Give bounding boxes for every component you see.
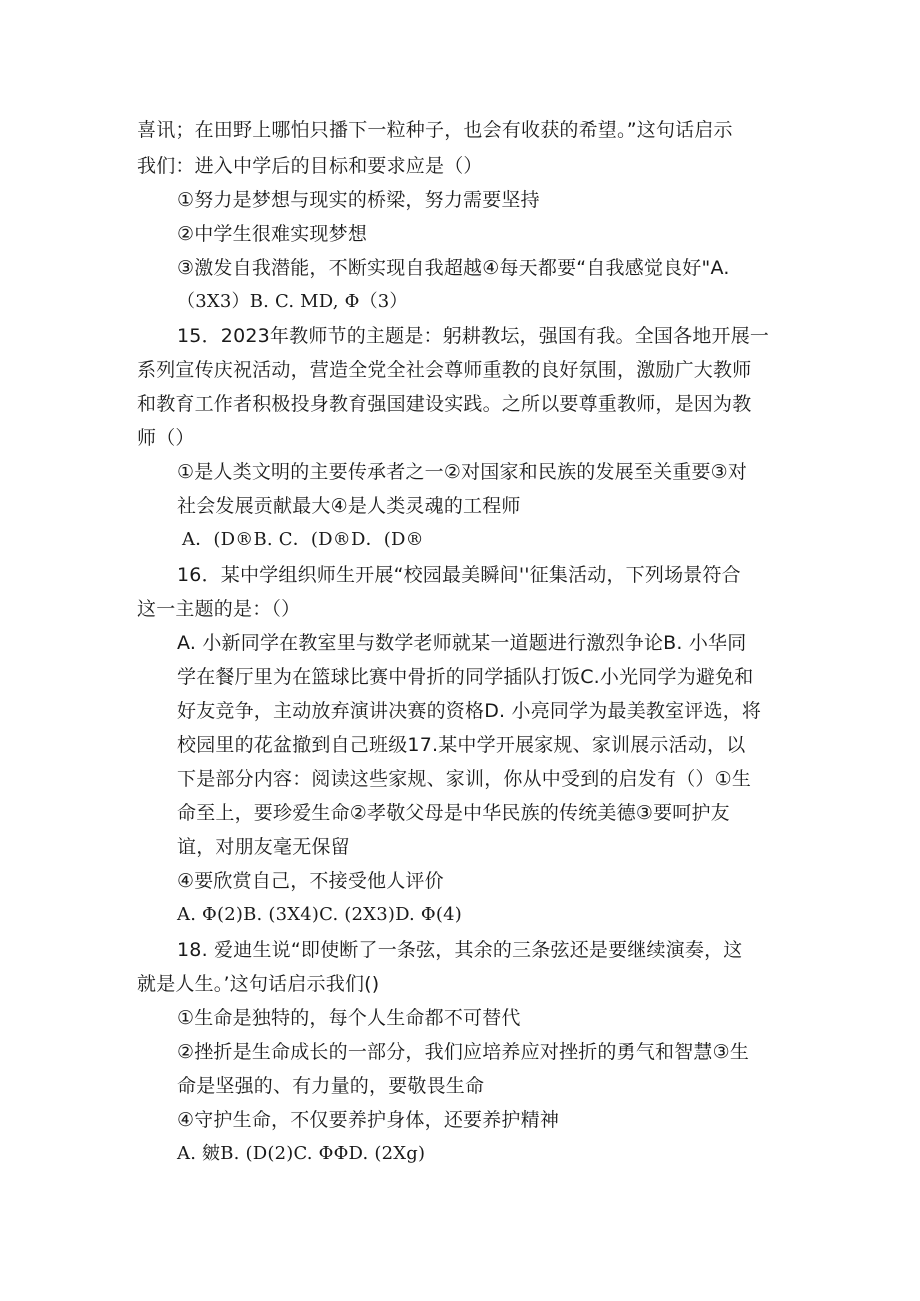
text-line-28: ②挫折是生命成长的一部分，我们应培养应对挫折的勇气和智慧③生 xyxy=(177,1041,750,1063)
text-line-13: A．(D®B. C．(D®D．(D® xyxy=(182,529,424,550)
text-line-24: A. Φ(2)B. (3X4)C. (2X3)D. Φ(4) xyxy=(177,904,462,925)
text-line-29: 命是坚强的、有力量的，要敬畏生命 xyxy=(177,1075,485,1097)
text-line-6: （3X3）B. C. MD, Φ（3） xyxy=(177,291,408,312)
text-line-15: 这一主题的是：（） xyxy=(137,598,301,620)
text-line-23: ④要欣赏自己，不接受他人评价 xyxy=(177,870,444,892)
text-line-14: 16．某中学组织师生开展“校园最美瞬间''征集活动，下列场景符合 xyxy=(177,564,741,586)
text-line-1: 喜讯；在田野上哪怕只播下一粒种子，也会有收获的希望。”这句话启示 xyxy=(137,119,733,141)
text-line-19: 校园里的花盆撤到自己班级17.某中学开展家规、家训展示活动，以 xyxy=(177,734,746,756)
text-line-21: 命至上，要珍爱生命②孝敬父母是中华民族的传统美德③要呵护友 xyxy=(177,802,730,824)
text-line-18: 好友竞争，主动放弃演讲决赛的资格D. 小亮同学为最美教室评选，将 xyxy=(177,700,762,722)
text-line-3: ①努力是梦想与现实的桥梁，努力需要坚持 xyxy=(177,189,540,211)
text-line-5: ③激发自我潜能，不断实现自我超越④每天都要“自我感觉良好"A. xyxy=(177,257,730,279)
text-line-31: A. 皴B. (D(2)C. ΦΦD. (2Xg) xyxy=(177,1143,426,1164)
text-line-16: A. 小新同学在教室里与数学老师就某一道题进行激烈争论B. 小华同 xyxy=(177,632,747,654)
text-line-9: 和教育工作者积极投身教育强国建设实践。之所以要尊重教师，是因为教 xyxy=(137,393,752,415)
text-line-7: 15．2023年教师节的主题是：躬耕教坛，强国有我。全国各地开展一 xyxy=(177,325,770,347)
text-line-30: ④守护生命，不仅要养护身体，还要养护精神 xyxy=(177,1109,560,1131)
text-line-17: 学在餐厅里为在篮球比赛中骨折的同学插队打饭C.小光同学为避免和 xyxy=(177,666,754,688)
text-line-22: 谊，对朋友毫无保留 xyxy=(177,836,350,858)
text-line-20: 下是部分内容：阅读这些家规、家训，你从中受到的启发有（）①生 xyxy=(177,768,752,790)
text-line-11: ①是人类文明的主要传承者之一②对国家和民族的发展至关重要③对 xyxy=(177,461,748,483)
text-line-2: 我们：进入中学后的目标和要求应是（） xyxy=(137,155,483,177)
text-line-10: 师（） xyxy=(137,427,195,449)
text-line-12: 社会发展贡献最大④是人类灵魂的工程师 xyxy=(177,495,521,517)
text-line-25: 18. 爱迪生说“即使断了一条弦，其余的三条弦还是要继续演奏，这 xyxy=(177,939,743,961)
text-line-26: 就是人生。’这句话启示我们() xyxy=(137,973,380,995)
text-line-4: ②中学生很难实现梦想 xyxy=(177,223,368,245)
text-line-27: ①生命是独特的，每个人生命都不可替代 xyxy=(177,1007,521,1029)
text-line-8: 系列宣传庆祝活动，营造全党全社会尊师重教的良好氛围，激励广大教师 xyxy=(137,359,752,381)
